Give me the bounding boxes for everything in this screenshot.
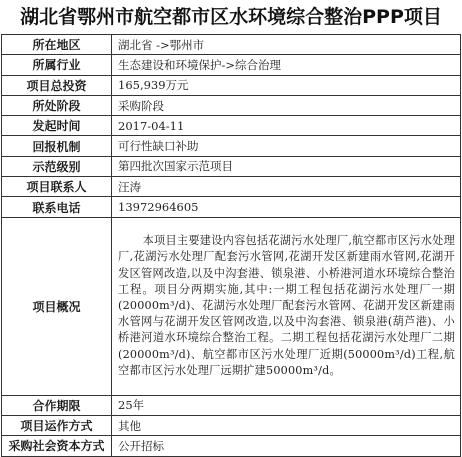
row-value: 2017-04-11 — [112, 116, 461, 136]
table-row-stage — [2, 95, 461, 115]
table-row-cooperation-period — [2, 395, 461, 415]
table-row-procurement-method — [2, 436, 461, 456]
row-label: 示范级别 — [2, 156, 112, 176]
table-row-region — [2, 35, 461, 55]
row-value: 165,939万元 — [112, 75, 461, 95]
row-label: 项目总投资 — [2, 75, 112, 95]
row-label: 项目概况 — [2, 217, 112, 395]
row-value: 其他 — [112, 415, 461, 435]
table-row-overview — [2, 217, 461, 395]
table-row-operation-mode — [2, 415, 461, 435]
project-info-table — [1, 34, 461, 457]
row-value: 25年 — [112, 395, 461, 415]
row-value: 第四批次国家示范项目 — [112, 156, 461, 176]
row-label: 采购社会资本方式 — [2, 436, 112, 456]
table-row-return-mechanism — [2, 136, 461, 156]
table-row-demo-level — [2, 156, 461, 176]
row-label: 回报机制 — [2, 136, 112, 156]
row-value: 公开招标 — [112, 436, 461, 456]
row-value: 13972964605 — [112, 197, 461, 217]
row-value: 生态建设和环境保护->综合治理 — [112, 55, 461, 75]
row-value: 可行性缺口补助 — [112, 136, 461, 156]
document-title: 湖北省鄂州市航空都市区水环境综合整治PPP项目 — [20, 6, 442, 28]
row-value: 湖北省 ->鄂州市 — [112, 35, 461, 55]
row-value: 采购阶段 — [112, 95, 461, 115]
row-label: 所在地区 — [2, 35, 112, 55]
row-value: 汪涛 — [112, 177, 461, 197]
row-label: 所处阶段 — [2, 95, 112, 115]
row-label: 合作期限 — [2, 395, 112, 415]
table-row-investment — [2, 75, 461, 95]
row-label: 联系电话 — [2, 197, 112, 217]
row-label: 项目联系人 — [2, 177, 112, 197]
table-row-start-date — [2, 116, 461, 136]
row-label: 项目运作方式 — [2, 415, 112, 435]
overview-text: 本项目主要建设内容包括花湖污水处理厂,航空都市区污水处理厂,花湖污水处理厂配套污水管网,花湖开发区新建雨水管网,花湖开发区管网改造,以及中沟套港、锁泉港、小桥港河道水环境综合整治工程。项目分两期实施,其中:一期工程包括花湖污水处理厂一期(20000m³/d)、花湖污水处理厂配套污水管网、花湖开发区新建雨水管网与花湖开发区管网改造,以及中沟套港、锁泉港(葫芦港)、小桥港河道水环境综合整治工程。二期工程包括花湖污水处理厂二期(20000m³/d)、航空都市区污水处理厂近期(50000m³/d)工程,航空都市区污水处理厂远期扩建50000m³/d。 — [112, 217, 461, 395]
table-row-phone — [2, 197, 461, 217]
row-label: 所属行业 — [2, 55, 112, 75]
row-label: 发起时间 — [2, 116, 112, 136]
table-row-contact-person — [2, 177, 461, 197]
table-row-industry — [2, 55, 461, 75]
